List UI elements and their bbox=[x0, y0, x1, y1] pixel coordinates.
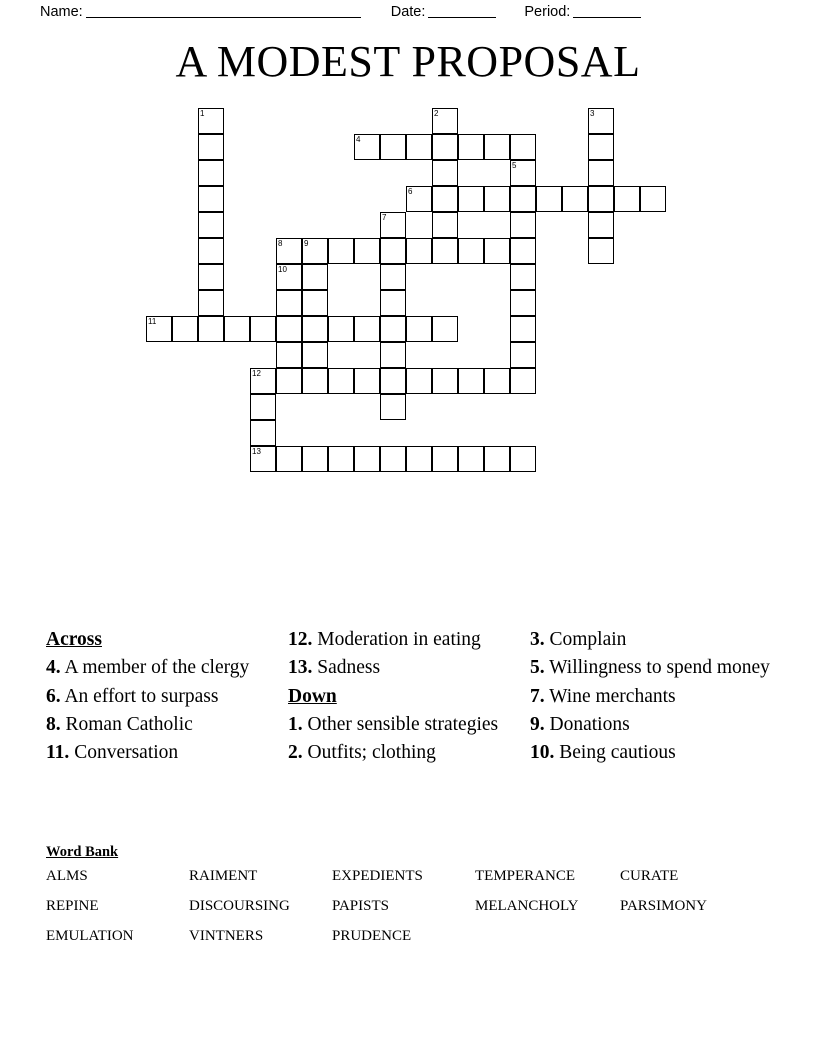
page-title: A MODEST PROPOSAL bbox=[175, 37, 641, 86]
crossword-cell[interactable] bbox=[354, 238, 380, 264]
clue-number: 8. bbox=[46, 713, 61, 735]
down-heading: Down bbox=[288, 685, 337, 707]
clue-text: Wine merchants bbox=[549, 685, 676, 707]
clue-down-3 bbox=[530, 626, 770, 654]
clue-across-11 bbox=[46, 739, 274, 767]
student-info-header bbox=[40, 0, 776, 24]
cell-number: 2 bbox=[434, 109, 439, 118]
crossword-cell[interactable] bbox=[328, 446, 354, 472]
crossword-cell[interactable] bbox=[432, 368, 458, 394]
crossword-cell[interactable] bbox=[458, 368, 484, 394]
crossword-cell[interactable] bbox=[250, 446, 276, 472]
crossword-cell[interactable] bbox=[510, 134, 536, 160]
crossword-cell[interactable] bbox=[198, 316, 224, 342]
table-row bbox=[46, 928, 760, 958]
crossword-cell[interactable] bbox=[432, 316, 458, 342]
crossword-cell[interactable] bbox=[432, 446, 458, 472]
clue-number: 3. bbox=[530, 629, 545, 650]
crossword-cell[interactable] bbox=[588, 134, 614, 160]
date-blank-line[interactable] bbox=[428, 6, 496, 18]
period-label: Period: bbox=[524, 4, 571, 20]
word-bank-word: RAIMENT bbox=[189, 868, 258, 884]
clue-number: 1. bbox=[288, 713, 303, 735]
crossword-cell[interactable] bbox=[510, 290, 536, 316]
crossword-cell[interactable] bbox=[302, 368, 328, 394]
crossword-cell[interactable] bbox=[302, 290, 328, 316]
clue-number: 13. bbox=[288, 657, 313, 679]
word-bank-word bbox=[620, 928, 760, 958]
crossword-cell[interactable] bbox=[458, 186, 484, 212]
word-bank-word: CURATE bbox=[620, 868, 679, 884]
crossword-cell[interactable] bbox=[406, 134, 432, 160]
crossword-cell[interactable] bbox=[588, 108, 614, 134]
crossword-cell[interactable] bbox=[510, 316, 536, 342]
clues-section bbox=[46, 626, 770, 836]
crossword-cell[interactable] bbox=[510, 342, 536, 368]
clue-number: 4. bbox=[46, 657, 61, 679]
clue-number: 9. bbox=[530, 713, 545, 735]
word-bank-word: EXPEDIENTS bbox=[332, 868, 423, 884]
crossword-cell[interactable] bbox=[510, 446, 536, 472]
crossword-cell[interactable] bbox=[484, 446, 510, 472]
clue-text: Complain bbox=[549, 629, 627, 650]
clue-down-10 bbox=[530, 739, 770, 767]
clue-number: 7. bbox=[530, 685, 545, 707]
crossword-cell[interactable] bbox=[432, 160, 458, 186]
crossword-cell[interactable] bbox=[432, 108, 458, 134]
crossword-cell[interactable] bbox=[354, 446, 380, 472]
name-label: Name: bbox=[40, 4, 83, 20]
crossword-cell[interactable] bbox=[640, 186, 666, 212]
crossword-cell[interactable] bbox=[224, 316, 250, 342]
crossword-cell[interactable] bbox=[250, 316, 276, 342]
crossword-cell[interactable] bbox=[276, 368, 302, 394]
table-row bbox=[46, 868, 760, 898]
clue-across-12 bbox=[288, 626, 520, 654]
clue-text: Donations bbox=[549, 713, 630, 735]
crossword-cell[interactable] bbox=[458, 446, 484, 472]
clue-text: Outfits; clothing bbox=[307, 742, 436, 764]
crossword-cell[interactable] bbox=[510, 186, 536, 212]
crossword-cell[interactable] bbox=[172, 316, 198, 342]
crossword-cell[interactable] bbox=[276, 238, 302, 264]
crossword-cell[interactable] bbox=[198, 108, 224, 134]
crossword-cell[interactable] bbox=[588, 186, 614, 212]
crossword-cell[interactable] bbox=[458, 238, 484, 264]
word-bank-table bbox=[46, 868, 760, 958]
cell-number: 11 bbox=[148, 317, 157, 326]
clue-text: Willingness to spend money bbox=[549, 657, 770, 679]
clue-text: Being cautious bbox=[559, 742, 676, 764]
word-bank-word: TEMPERANCE bbox=[475, 868, 576, 884]
crossword-cell[interactable] bbox=[302, 342, 328, 368]
crossword-cell[interactable] bbox=[198, 160, 224, 186]
crossword-cell[interactable] bbox=[302, 264, 328, 290]
crossword-cell[interactable] bbox=[250, 394, 276, 420]
clue-across-6 bbox=[46, 683, 274, 711]
crossword-cell[interactable] bbox=[406, 368, 432, 394]
cell-number: 5 bbox=[512, 161, 517, 170]
clue-down-9 bbox=[530, 711, 770, 739]
crossword-cell[interactable] bbox=[432, 134, 458, 160]
crossword-cell[interactable] bbox=[250, 368, 276, 394]
crossword-cell[interactable] bbox=[276, 264, 302, 290]
clue-down-1 bbox=[288, 711, 520, 739]
crossword-cell[interactable] bbox=[458, 134, 484, 160]
word-bank-word: PRUDENCE bbox=[332, 928, 412, 944]
cell-number: 12 bbox=[252, 369, 261, 378]
table-row bbox=[46, 898, 760, 928]
crossword-cell[interactable] bbox=[380, 264, 406, 290]
word-bank-section bbox=[46, 844, 770, 958]
clue-number: 12. bbox=[288, 629, 313, 650]
word-bank-word: PARSIMONY bbox=[620, 898, 707, 914]
clue-number: 5. bbox=[530, 657, 545, 679]
word-bank-word: ALMS bbox=[46, 868, 88, 884]
cell-number: 13 bbox=[252, 447, 261, 456]
crossword-cell[interactable] bbox=[510, 160, 536, 186]
crossword-cell[interactable] bbox=[406, 238, 432, 264]
crossword-grid[interactable] bbox=[0, 108, 816, 528]
cell-number: 6 bbox=[408, 187, 413, 196]
name-blank-line[interactable] bbox=[86, 6, 361, 18]
crossword-cell[interactable] bbox=[510, 238, 536, 264]
cell-number: 7 bbox=[382, 213, 387, 222]
cell-number: 10 bbox=[278, 265, 287, 274]
crossword-cell[interactable] bbox=[432, 238, 458, 264]
clue-number: 10. bbox=[530, 742, 555, 764]
crossword-cell[interactable] bbox=[510, 264, 536, 290]
crossword-cell[interactable] bbox=[380, 238, 406, 264]
crossword-cell[interactable] bbox=[588, 212, 614, 238]
clue-number: 2. bbox=[288, 742, 303, 764]
crossword-cell[interactable] bbox=[380, 212, 406, 238]
crossword-cell[interactable] bbox=[484, 368, 510, 394]
across-heading: Across bbox=[46, 629, 102, 650]
crossword-cell[interactable] bbox=[510, 368, 536, 394]
clues-column-2 bbox=[288, 626, 520, 767]
word-bank-word: REPINE bbox=[46, 898, 99, 914]
clue-text: Other sensible strategies bbox=[307, 713, 499, 735]
crossword-cell[interactable] bbox=[510, 212, 536, 238]
crossword-cell[interactable] bbox=[198, 134, 224, 160]
clue-text: Moderation in eating bbox=[317, 629, 481, 650]
cell-number: 1 bbox=[200, 109, 205, 118]
word-bank-word: MELANCHOLY bbox=[475, 898, 579, 914]
crossword-cell[interactable] bbox=[432, 186, 458, 212]
date-label: Date: bbox=[390, 4, 426, 20]
crossword-cell[interactable] bbox=[276, 446, 302, 472]
cell-number: 4 bbox=[356, 135, 361, 144]
crossword-cell[interactable] bbox=[198, 186, 224, 212]
crossword-cell[interactable] bbox=[328, 238, 354, 264]
crossword-cell[interactable] bbox=[380, 394, 406, 420]
clue-text: Roman Catholic bbox=[65, 713, 193, 735]
crossword-cell[interactable] bbox=[484, 186, 510, 212]
crossword-cell[interactable] bbox=[406, 446, 432, 472]
crossword-cell[interactable] bbox=[198, 290, 224, 316]
crossword-cell[interactable] bbox=[380, 446, 406, 472]
word-bank-word bbox=[475, 928, 620, 958]
clues-column-3 bbox=[530, 626, 770, 767]
word-bank-word: EMULATION bbox=[46, 928, 134, 944]
clue-down-2 bbox=[288, 739, 520, 767]
crossword-cell[interactable] bbox=[484, 238, 510, 264]
clue-down-7 bbox=[530, 683, 770, 711]
crossword-cell[interactable] bbox=[614, 186, 640, 212]
period-blank-line[interactable] bbox=[573, 6, 641, 18]
clue-text: Sadness bbox=[317, 657, 381, 679]
crossword-cell[interactable] bbox=[354, 134, 380, 160]
crossword-cell[interactable] bbox=[380, 316, 406, 342]
crossword-cell[interactable] bbox=[276, 342, 302, 368]
clue-down-5 bbox=[530, 654, 770, 682]
crossword-cell[interactable] bbox=[302, 238, 328, 264]
cell-number: 3 bbox=[590, 109, 595, 118]
cell-number: 9 bbox=[304, 239, 309, 248]
crossword-cell[interactable] bbox=[380, 290, 406, 316]
crossword-cell[interactable] bbox=[250, 420, 276, 446]
word-bank-title: Word Bank bbox=[46, 844, 119, 860]
crossword-cell[interactable] bbox=[328, 368, 354, 394]
crossword-cell[interactable] bbox=[302, 446, 328, 472]
crossword-cell[interactable] bbox=[198, 238, 224, 264]
crossword-cell[interactable] bbox=[146, 316, 172, 342]
crossword-cell[interactable] bbox=[588, 160, 614, 186]
crossword-cell[interactable] bbox=[432, 212, 458, 238]
word-bank-word: VINTNERS bbox=[189, 928, 264, 944]
clue-text: A member of the clergy bbox=[64, 657, 250, 679]
word-bank-word: DISCOURSING bbox=[189, 898, 290, 914]
crossword-cell[interactable] bbox=[276, 316, 302, 342]
crossword-cell[interactable] bbox=[276, 290, 302, 316]
crossword-cell[interactable] bbox=[198, 264, 224, 290]
crossword-cell[interactable] bbox=[588, 238, 614, 264]
crossword-cell[interactable] bbox=[328, 316, 354, 342]
crossword-cell[interactable] bbox=[380, 134, 406, 160]
clue-across-4 bbox=[46, 654, 274, 682]
cell-number: 8 bbox=[278, 239, 283, 248]
clue-number: 11. bbox=[46, 742, 70, 764]
crossword-cell[interactable] bbox=[302, 316, 328, 342]
crossword-cell[interactable] bbox=[380, 368, 406, 394]
crossword-cell[interactable] bbox=[484, 134, 510, 160]
crossword-cell[interactable] bbox=[536, 186, 562, 212]
crossword-cell[interactable] bbox=[354, 316, 380, 342]
crossword-cell[interactable] bbox=[562, 186, 588, 212]
crossword-cell[interactable] bbox=[198, 212, 224, 238]
crossword-cell[interactable] bbox=[406, 316, 432, 342]
clue-across-8 bbox=[46, 711, 274, 739]
crossword-cell[interactable] bbox=[354, 368, 380, 394]
clue-across-13 bbox=[288, 654, 520, 682]
clues-column-1 bbox=[46, 626, 274, 767]
crossword-cell[interactable] bbox=[406, 186, 432, 212]
clue-text: An effort to surpass bbox=[64, 685, 219, 707]
clue-number: 6. bbox=[46, 685, 61, 707]
word-bank-word: PAPISTS bbox=[332, 898, 389, 914]
crossword-cell[interactable] bbox=[380, 342, 406, 368]
clue-text: Conversation bbox=[74, 742, 179, 764]
